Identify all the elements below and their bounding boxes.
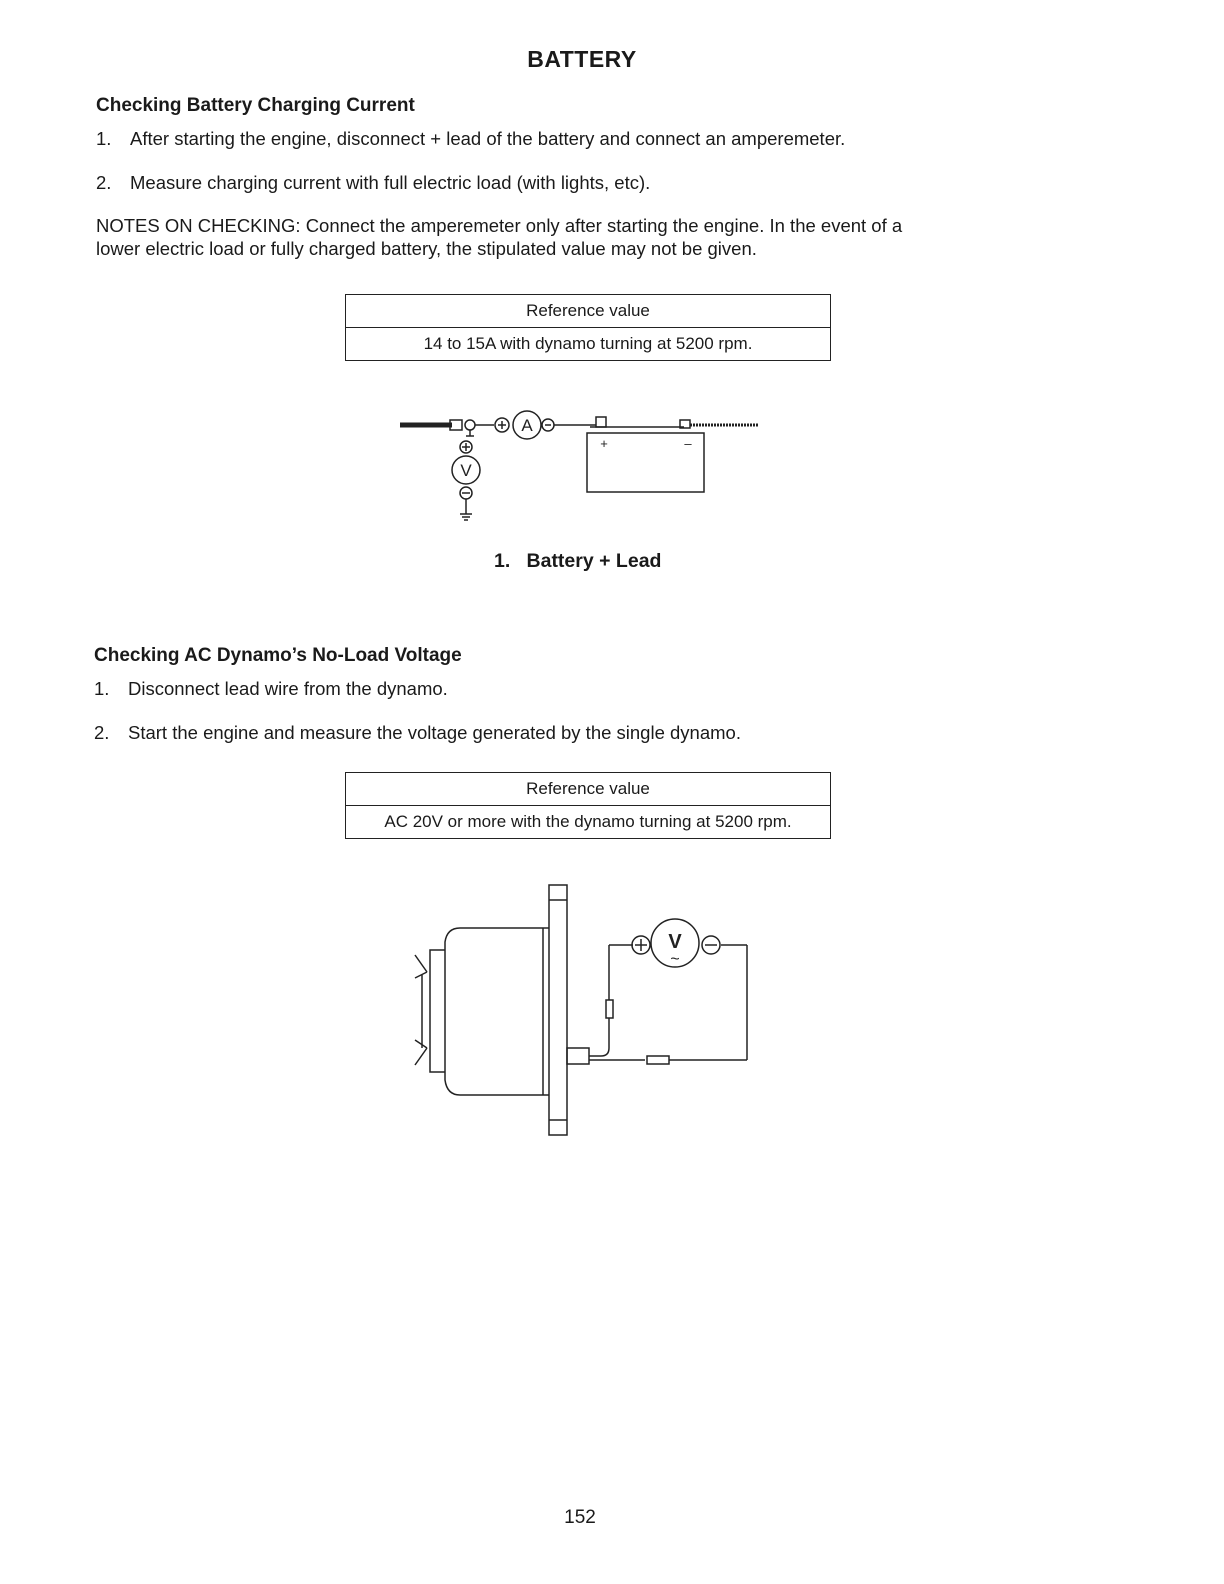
voltmeter-label: V xyxy=(460,461,472,480)
table-value-cell: 14 to 15A with dynamo turning at 5200 rpm. xyxy=(346,328,831,361)
reference-value-table xyxy=(345,294,831,361)
voltmeter-label: V xyxy=(668,931,682,953)
step-text: Start the engine and measure the voltage generated by the single dynamo. xyxy=(128,722,741,743)
dynamo-pulley xyxy=(415,955,427,1065)
charging-current-diagram xyxy=(390,398,770,528)
step-item xyxy=(94,677,448,700)
step-number: 1. xyxy=(96,128,112,149)
figure-caption: 1. Battery + Lead xyxy=(494,550,662,572)
step-text: Measure charging current with full electric load (with lights, etc). xyxy=(130,172,651,193)
step-item xyxy=(96,171,650,194)
section-heading-dynamo-voltage: Checking AC Dynamo’s No-Load Voltage xyxy=(94,645,462,666)
dynamo-voltage-diagram xyxy=(405,880,765,1140)
lead-box xyxy=(567,1048,589,1064)
notes-paragraph xyxy=(96,214,1136,260)
table-value-cell: AC 20V or more with the dynamo turning at 5200 rpm. xyxy=(346,806,831,839)
table-header-cell: Reference value xyxy=(346,295,831,328)
step-text: Disconnect lead wire from the dynamo. xyxy=(128,678,448,699)
dynamo-flange xyxy=(549,885,567,1135)
section-heading-charging-current: Checking Battery Charging Current xyxy=(96,95,415,116)
dynamo-body xyxy=(445,928,545,1095)
ammeter-label: A xyxy=(521,416,533,435)
notes-line: lower electric load or fully charged battery, the stipulated value may not be given. xyxy=(96,238,757,259)
notes-line: NOTES ON CHECKING: Connect the amperemeter only after starting the engine. In the event of a xyxy=(96,215,903,236)
step-item xyxy=(96,127,845,150)
terminal-ring xyxy=(465,420,475,430)
step-number: 2. xyxy=(94,722,110,743)
lead-connector xyxy=(606,1000,613,1018)
battery-minus-sign: – xyxy=(684,436,692,451)
step-item xyxy=(94,721,741,744)
battery-plus-sign: + xyxy=(600,436,608,451)
page-title: BATTERY xyxy=(527,46,637,72)
step-text: After starting the engine, disconnect + lead of the battery and connect an amperemeter. xyxy=(130,128,846,149)
lead-connector xyxy=(647,1056,669,1064)
page-number: 152 xyxy=(564,1507,596,1528)
battery-plus-post xyxy=(596,417,606,427)
table-header-cell: Reference value xyxy=(346,773,831,806)
step-number: 2. xyxy=(96,172,112,193)
reference-value-table xyxy=(345,772,831,839)
step-number: 1. xyxy=(94,678,110,699)
dynamo-rim xyxy=(430,950,445,1072)
ac-symbol: ~ xyxy=(670,951,680,968)
